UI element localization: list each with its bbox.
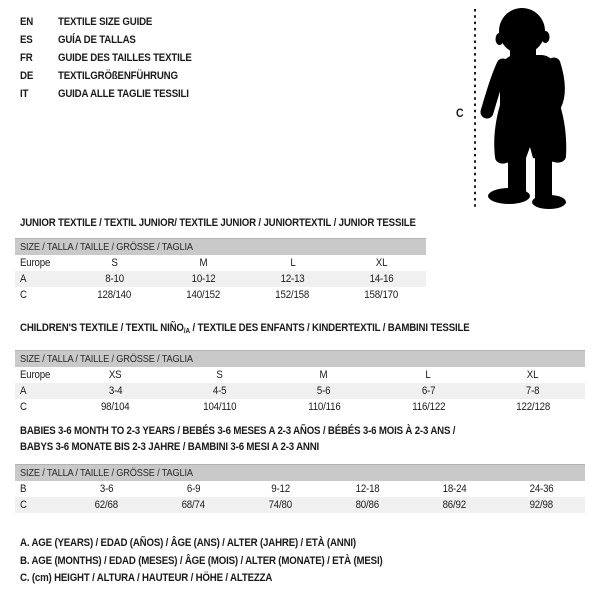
size-value-text: 9-12	[271, 483, 290, 495]
size-value-cell	[63, 367, 167, 383]
size-value-text: 122/128	[515, 401, 550, 413]
size-header-text: SIZE / TALLA / TAILLE / GRÖSSE / TAGLIA	[20, 353, 193, 365]
language-code-text: DE	[20, 70, 34, 82]
size-value-cell	[237, 497, 324, 513]
size-value-text: 158/170	[364, 289, 399, 301]
size-value-cell	[324, 497, 411, 513]
size-value-cell	[159, 271, 248, 287]
size-table	[15, 238, 426, 303]
size-value-cell	[411, 481, 498, 497]
size-value-cell	[159, 255, 248, 271]
language-title-text: GUIDA ALLE TAGLIE TESSILI	[58, 88, 189, 100]
language-code-text: ES	[20, 34, 33, 46]
row-label-text: A	[20, 385, 27, 397]
footnote-line	[20, 535, 432, 553]
size-value-cell	[248, 287, 337, 303]
size-value-text: 98/104	[100, 401, 130, 413]
size-value-cell	[272, 367, 376, 383]
language-title	[58, 85, 207, 103]
row-label-cell	[15, 383, 63, 399]
section-title-subscript: /A	[183, 326, 191, 335]
size-value-cell	[167, 383, 271, 399]
language-code-text: EN	[20, 16, 34, 28]
height-measure-label-text: C	[455, 106, 464, 120]
size-value-text: L	[425, 369, 431, 381]
row-label-text: B	[20, 483, 27, 495]
footnote-text: B. AGE (MONTHS) / EDAD (MESES) / ÂGE (MOIS) / ALTER (MONATE) / ETÀ (MESI)	[20, 554, 383, 567]
height-measure-label	[452, 106, 468, 120]
language-row	[20, 85, 210, 103]
size-value-cell	[159, 287, 248, 303]
language-row	[20, 49, 210, 67]
size-value-text: M	[320, 369, 328, 381]
language-title-text: GUÍA DE TALLAS	[58, 34, 136, 46]
size-value-text: 10-12	[191, 273, 216, 285]
language-title-text: TEXTILGRÖßENFÜHRUNG	[58, 70, 178, 82]
footnote-line	[20, 570, 432, 588]
size-value-text: 4-5	[212, 385, 227, 397]
size-value-cell	[248, 255, 337, 271]
size-value-text: 92/98	[529, 499, 554, 511]
size-value-cell	[70, 271, 159, 287]
size-value-cell	[237, 481, 324, 497]
row-label-cell	[15, 367, 63, 383]
size-table	[15, 464, 585, 513]
size-value-text: 128/140	[97, 289, 132, 301]
size-value-cell	[167, 399, 271, 415]
size-header-row	[15, 239, 426, 256]
size-value-text: 12-13	[280, 273, 305, 285]
row-label-text: C	[20, 401, 27, 413]
size-value-text: S	[111, 257, 118, 269]
size-table	[15, 350, 585, 415]
row-label-cell	[15, 255, 70, 271]
section-title-text: BABYS 3-6 MONATE BIS 2-3 JAHRE / BAMBINI 3-6 MESI A 2-3 ANNI	[20, 441, 320, 453]
size-value-text: 80/86	[355, 499, 380, 511]
size-header-text: SIZE / TALLA / TAILLE / GRÖSSE / TAGLIA	[20, 241, 193, 253]
table-row	[15, 481, 585, 497]
size-value-text: 6-9	[186, 483, 201, 495]
row-label-cell	[15, 481, 63, 497]
size-value-text: 7-8	[526, 385, 540, 397]
table-row	[15, 255, 426, 271]
table-row	[15, 287, 426, 303]
table-row	[15, 367, 585, 383]
size-value-text: L	[289, 257, 296, 269]
size-header-bar	[15, 465, 585, 482]
size-value-cell	[498, 481, 585, 497]
section-title-text: CHILDREN'S TEXTILE / TEXTIL $NIÑO_{/A}$ / TEXTILE DES ENFANTS / KINDERTEXTIL / BAMBINI TESSILE	[20, 322, 470, 335]
row-label-text: Europe	[20, 369, 51, 381]
size-value-text: 62/68	[94, 499, 119, 511]
table-row	[15, 399, 585, 415]
size-value-cell	[150, 481, 237, 497]
size-value-cell	[481, 399, 585, 415]
size-header-row	[15, 351, 585, 368]
language-code	[20, 85, 58, 103]
section-title	[20, 320, 531, 339]
size-value-text: 6-7	[421, 385, 436, 397]
section-title-text: BABIES 3-6 MONTH TO 2-3 YEARS / BEBÉS 3-6 MESES A 2-3 AÑOS / BÉBÉS 3-6 MOIS À 2-3 ANS /	[20, 425, 456, 437]
language-title	[58, 67, 194, 85]
size-value-cell	[272, 383, 376, 399]
size-value-text: M	[199, 257, 208, 269]
size-value-text: 152/158	[275, 289, 310, 301]
size-value-cell	[70, 287, 159, 303]
size-value-text: XL	[375, 257, 388, 269]
size-value-cell	[70, 255, 159, 271]
size-value-text: 86/92	[442, 499, 467, 511]
language-code	[20, 13, 58, 31]
language-title-text: TEXTILE SIZE GUIDE	[58, 16, 153, 28]
size-value-text: S	[216, 369, 223, 381]
table-row	[15, 271, 426, 287]
baby-silhouette-svg	[470, 0, 600, 215]
size-value-text: 116/122	[411, 401, 445, 413]
size-value-text: 3-4	[108, 385, 122, 397]
size-value-cell	[63, 481, 150, 497]
size-value-cell	[63, 497, 150, 513]
table-row	[15, 383, 585, 399]
row-label-text: C	[20, 499, 27, 511]
size-value-cell	[63, 399, 167, 415]
size-value-text: 68/74	[181, 499, 206, 511]
size-value-cell	[376, 383, 480, 399]
size-value-cell	[272, 399, 376, 415]
language-row	[20, 31, 210, 49]
size-value-cell	[376, 399, 480, 415]
size-value-cell	[337, 255, 426, 271]
footnote-text: C. (cm) HEIGHT / ALTURA / HAUTEUR / HÖHE / ALTEZZA	[20, 572, 273, 584]
row-label-cell	[15, 271, 70, 287]
language-code-text: FR	[20, 52, 33, 64]
size-value-text: XS	[108, 369, 122, 381]
size-header-row	[15, 465, 585, 482]
row-label-cell	[15, 497, 63, 513]
size-value-cell	[376, 367, 480, 383]
size-value-text: 18-24	[442, 483, 467, 495]
language-row	[20, 13, 210, 31]
baby-silhouette	[487, 8, 566, 209]
size-value-cell	[411, 497, 498, 513]
footnotes-block	[20, 535, 432, 588]
size-value-cell	[167, 367, 271, 383]
size-value-cell	[248, 271, 337, 287]
row-label-cell	[15, 287, 70, 303]
language-title	[58, 31, 146, 49]
language-code-text: IT	[20, 88, 29, 100]
size-value-cell	[337, 271, 426, 287]
language-code	[20, 31, 58, 49]
section-title	[20, 215, 470, 231]
language-title-list	[20, 13, 210, 103]
language-title	[58, 49, 210, 67]
section-title	[20, 439, 360, 455]
language-row	[20, 67, 210, 85]
language-title	[58, 13, 165, 31]
size-value-cell	[481, 383, 585, 399]
size-value-cell	[324, 481, 411, 497]
size-value-text: 8-10	[105, 273, 124, 285]
language-title-text: GUIDE DES TAILLES TEXTILE	[58, 52, 192, 64]
row-label-text: A	[20, 273, 27, 285]
size-value-text: 24-36	[529, 483, 554, 495]
size-value-text: 14-16	[369, 273, 394, 285]
size-header-text: SIZE / TALLA / TAILLE / GRÖSSE / TAGLIA	[20, 467, 193, 479]
size-value-text: 104/110	[203, 401, 237, 413]
size-value-text: 12-18	[355, 483, 380, 495]
row-label-text: Europe	[20, 257, 51, 269]
footnote-line	[20, 553, 432, 571]
footnote-text: A. AGE (YEARS) / EDAD (AÑOS) / ÂGE (ANS) / ALTER (JAHRE) / ETÀ (ANNI)	[20, 537, 356, 549]
row-label-text: C	[20, 289, 27, 301]
size-value-text: 110/116	[307, 401, 341, 413]
size-value-cell	[498, 497, 585, 513]
size-value-text: 140/152	[186, 289, 221, 301]
language-code	[20, 49, 58, 67]
language-code	[20, 67, 58, 85]
size-value-text: 5-6	[317, 385, 331, 397]
size-value-text: XL	[527, 369, 539, 381]
size-value-cell	[150, 497, 237, 513]
size-value-cell	[63, 383, 167, 399]
table-row	[15, 497, 585, 513]
size-value-text: 3-6	[99, 483, 114, 495]
size-value-cell	[481, 367, 585, 383]
section-title-text: JUNIOR TEXTILE / TEXTIL JUNIOR/ TEXTILE JUNIOR / JUNIORTEXTIL / JUNIOR TESSILE	[20, 217, 416, 229]
size-header-bar	[15, 239, 426, 256]
size-header-bar	[15, 351, 585, 368]
section-title	[20, 423, 515, 439]
size-value-cell	[337, 287, 426, 303]
row-label-cell	[15, 399, 63, 415]
size-value-text: 74/80	[268, 499, 293, 511]
